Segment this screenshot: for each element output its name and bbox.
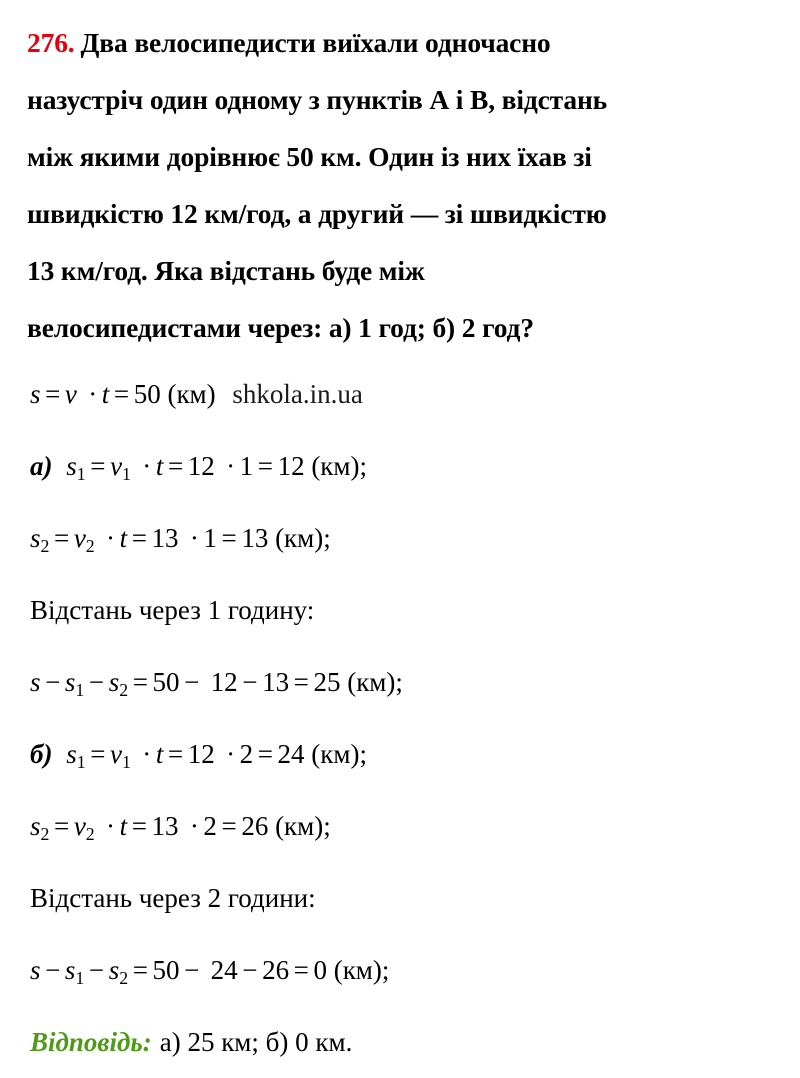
answer-label: Відповідь: bbox=[30, 1027, 152, 1057]
unit-km: (км); bbox=[347, 667, 403, 697]
equals-sign-2: = bbox=[113, 379, 130, 409]
problem-statement-text-1: Два велосипедисти виїхали одночасно bbox=[80, 27, 551, 58]
task-number: 276. bbox=[27, 27, 75, 58]
problem-statement bbox=[27, 14, 779, 356]
multiplication-dot: · bbox=[142, 451, 152, 481]
watermark-text: shkola.in.ua bbox=[232, 379, 363, 409]
unit-km: (км); bbox=[333, 955, 390, 985]
solution-line-b-s2 bbox=[30, 790, 790, 862]
variable-s: s bbox=[30, 667, 41, 697]
variable-v: v bbox=[64, 379, 77, 409]
variable-t: t bbox=[155, 451, 164, 481]
value-total-distance: 50 bbox=[133, 379, 161, 409]
distance-after-1-hour-label: Відстань через 1 годину: bbox=[30, 595, 315, 625]
multiplication-dot-2: · bbox=[226, 451, 236, 481]
problem-statement-line-5: 13 км/год. Яка відстань буде між bbox=[27, 255, 425, 286]
solution-line-a-result bbox=[30, 646, 790, 718]
unit-km: (км); bbox=[311, 739, 367, 769]
value-time-1: 1 bbox=[239, 451, 254, 481]
value-s2: 13 bbox=[262, 667, 290, 697]
value-total-distance: 50 bbox=[152, 955, 180, 985]
variable-s1: $s_1$ bbox=[64, 667, 85, 700]
value-remaining-distance-b: 0 bbox=[313, 955, 327, 985]
value-time-2: 2 bbox=[239, 739, 254, 769]
minus-sign-4: − bbox=[242, 667, 258, 697]
value-s1: 12 bbox=[210, 667, 238, 697]
multiplication-dot-2: · bbox=[189, 523, 199, 553]
value-result-s1: 12 bbox=[277, 451, 305, 481]
solution-line-a-s1 bbox=[30, 430, 790, 502]
variable-t: t bbox=[119, 811, 128, 841]
value-result-s2: 13 bbox=[241, 523, 269, 553]
problem-statement-line-4: швидкістю 12 км/год, а другий — зі швидкістю bbox=[27, 198, 607, 229]
part-marker-a: а) bbox=[30, 451, 53, 481]
multiplication-dot: · bbox=[106, 811, 116, 841]
unit-km: (км); bbox=[275, 811, 331, 841]
variable-s2: $s_2$ bbox=[30, 811, 50, 844]
variable-v1: $v_1$ bbox=[110, 451, 131, 484]
equals-sign: = bbox=[45, 379, 61, 409]
value-s2: 26 bbox=[262, 955, 290, 985]
equals-sign: = bbox=[54, 811, 70, 841]
multiplication-dot: · bbox=[106, 523, 116, 553]
value-total-distance: 50 bbox=[152, 667, 180, 697]
value-result-s2: 26 bbox=[241, 811, 269, 841]
solution-line-b-s1 bbox=[30, 718, 790, 790]
variable-s2: $s_2$ bbox=[108, 955, 129, 988]
distance-after-2-hours-label: Відстань через 2 години: bbox=[30, 883, 316, 913]
variable-v2: $v_2$ bbox=[73, 811, 95, 844]
value-speed-1: 12 bbox=[187, 451, 215, 481]
equals-sign-2: = bbox=[167, 739, 184, 769]
equals-sign-2: = bbox=[293, 955, 309, 985]
unit-km: (км) bbox=[167, 379, 216, 409]
solution-line-label-2-hours bbox=[30, 862, 790, 934]
equals-sign: = bbox=[90, 739, 106, 769]
minus-sign-1: − bbox=[45, 667, 61, 697]
equals-sign: = bbox=[54, 523, 70, 553]
value-time-1: 1 bbox=[203, 523, 217, 553]
variable-v2: $v_2$ bbox=[73, 523, 95, 556]
variable-s1: $s_1$ bbox=[66, 451, 86, 484]
minus-sign-1: − bbox=[45, 955, 61, 985]
problem-statement-line-2: назустріч один одному з пунктів А і В, відстань bbox=[27, 84, 608, 115]
value-speed-2: 13 bbox=[151, 811, 179, 841]
unit-km: (км); bbox=[275, 523, 331, 553]
value-speed-1: 12 bbox=[187, 739, 215, 769]
equals-sign-2: = bbox=[293, 667, 309, 697]
solution-line-b-result bbox=[30, 934, 790, 1006]
part-marker-b: б) bbox=[30, 739, 53, 769]
variable-s2: $s_2$ bbox=[108, 667, 129, 700]
equals-sign-2: = bbox=[131, 811, 147, 841]
equals-sign-3: = bbox=[221, 523, 237, 553]
variable-v1: $v_1$ bbox=[110, 739, 131, 772]
solution-line-a-s2 bbox=[30, 502, 790, 574]
minus-sign-2: − bbox=[88, 955, 105, 985]
equals-sign-3: = bbox=[221, 811, 237, 841]
variable-s: s bbox=[30, 955, 41, 985]
answer-line bbox=[30, 1006, 790, 1078]
value-s1: 24 bbox=[210, 955, 238, 985]
minus-sign-3: − bbox=[184, 955, 200, 985]
variable-t: t bbox=[119, 523, 128, 553]
variable-s2: $s_2$ bbox=[30, 523, 50, 556]
multiplication-dot: · bbox=[142, 739, 152, 769]
value-remaining-distance-a: 25 bbox=[313, 667, 341, 697]
equals-sign-2: = bbox=[131, 523, 147, 553]
equals-sign-3: = bbox=[257, 451, 273, 481]
variable-t: t bbox=[101, 379, 110, 409]
minus-sign-2: − bbox=[88, 667, 105, 697]
solution-line-label-1-hour bbox=[30, 574, 790, 646]
answer-value: а) 25 км; б) 0 км. bbox=[159, 1027, 353, 1057]
problem-statement-line-1 bbox=[27, 14, 779, 71]
solution-body bbox=[30, 358, 790, 1078]
problem-statement-line-6: велосипедистами через: а) 1 год; б) 2 год? bbox=[27, 312, 534, 343]
equals-sign-2: = bbox=[167, 451, 184, 481]
value-speed-2: 13 bbox=[151, 523, 179, 553]
unit-km: (км); bbox=[311, 451, 367, 481]
variable-s1: $s_1$ bbox=[66, 739, 86, 772]
variable-t: t bbox=[155, 739, 164, 769]
equals-sign: = bbox=[90, 451, 106, 481]
value-result-s1: 24 bbox=[277, 739, 305, 769]
value-time-2: 2 bbox=[203, 811, 217, 841]
equals-sign: = bbox=[132, 955, 148, 985]
minus-sign-4: − bbox=[242, 955, 258, 985]
multiplication-dot-2: · bbox=[189, 811, 199, 841]
multiplication-dot-2: · bbox=[226, 739, 236, 769]
problem-statement-line-3: між якими дорівнює 50 км. Один із них їхав зі bbox=[27, 141, 592, 172]
variable-s: s bbox=[30, 379, 41, 409]
minus-sign-3: − bbox=[184, 667, 200, 697]
equals-sign: = bbox=[132, 667, 148, 697]
equals-sign-3: = bbox=[257, 739, 273, 769]
multiplication-dot: · bbox=[88, 379, 98, 409]
solution-line-general-formula bbox=[30, 358, 790, 430]
variable-s1: $s_1$ bbox=[64, 955, 85, 988]
